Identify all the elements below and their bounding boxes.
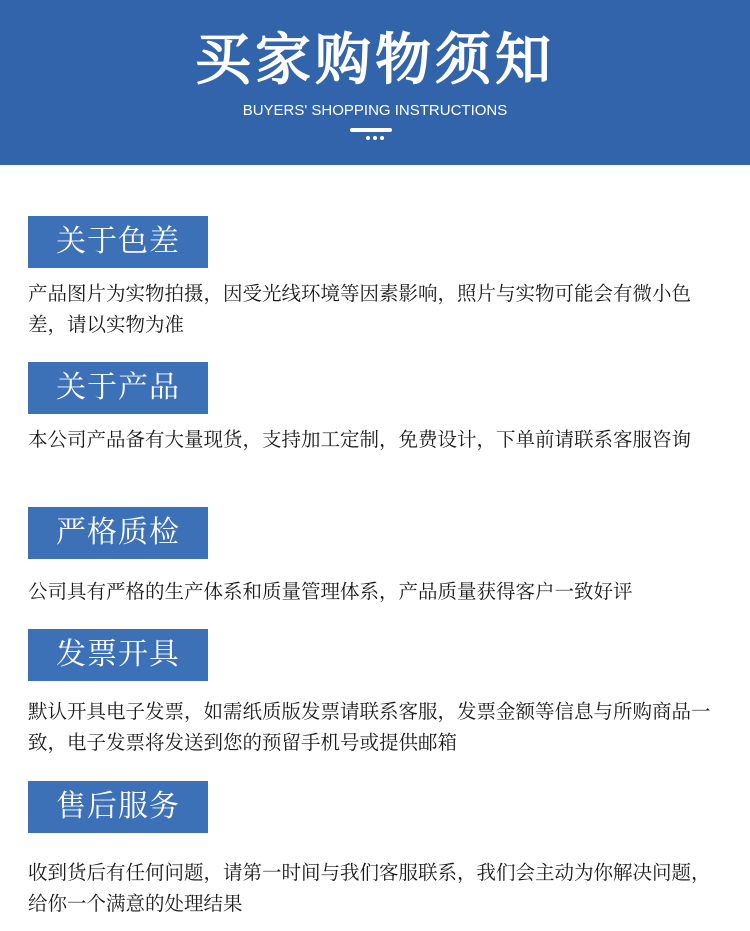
header-banner bbox=[0, 0, 750, 165]
section-label-color-difference: 关于色差 bbox=[28, 216, 208, 268]
section-body-color-difference: 产品图片为实物拍摄，因受光线环境等因素影响，照片与实物可能会有微小色差，请以实物为准 bbox=[28, 282, 692, 336]
page-subtitle: BUYERS' SHOPPING INSTRUCTIONS bbox=[242, 102, 508, 119]
section-label-after-sales: 售后服务 bbox=[28, 781, 208, 833]
page-title: 买家购物须知 bbox=[195, 28, 555, 93]
decorative-dots bbox=[366, 136, 386, 140]
section-label-invoice: 发票开具 bbox=[28, 629, 208, 681]
section-body-invoice: 默认开具电子发票，如需纸质版发票请联系客服，发票金额等信息与所购商品一致，电子发票将发送到您的预留手机号或提供邮箱 bbox=[28, 700, 711, 754]
decorative-bar bbox=[350, 128, 392, 132]
section-body-quality-check: 公司具有严格的生产体系和质量管理体系，产品质量获得客户一致好评 bbox=[28, 580, 633, 603]
section-body-after-sales: 收到货后有任何问题，请第一时间与我们客服联系，我们会主动为你解决问题，给你一个满意的处理结果 bbox=[28, 861, 711, 915]
section-body-product: 本公司产品备有大量现货，支持加工定制，免费设计，下单前请联系客服咨询 bbox=[28, 428, 692, 451]
section-label-quality-check: 严格质检 bbox=[28, 507, 208, 559]
section-label-product: 关于产品 bbox=[28, 362, 208, 414]
